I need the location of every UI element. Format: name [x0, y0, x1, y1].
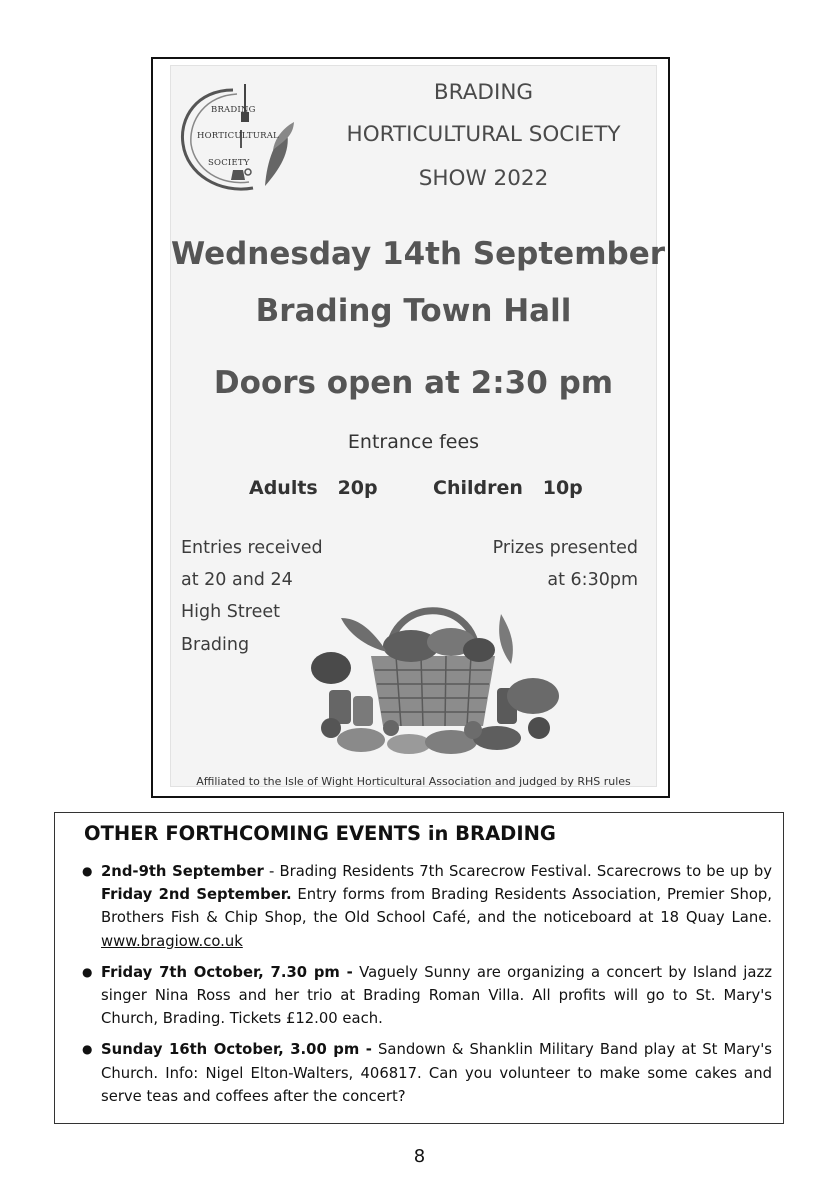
show-venue: Brading Town Hall [255, 293, 572, 329]
poster-content [170, 65, 666, 788]
website-link[interactable]: www.bragiow.co.uk [101, 932, 243, 950]
forthcoming-events-box [54, 812, 784, 1124]
event-date: Friday 7th October, 7.30 pm - [101, 963, 353, 981]
event-text: Vaguely Sunny are organizing a concert by Island jazz singer Nina Ross and her trio at Brading Roman Villa. All profits will go to St. Mary's Church, Brading. Tickets £12.00 each. [101, 963, 772, 1028]
show-poster [151, 57, 670, 798]
children-fee: Children 10p [433, 477, 583, 499]
page-number: 8 [413, 1146, 426, 1167]
events-heading: OTHER FORTHCOMING EVENTS in BRADING [84, 822, 556, 845]
entries-line2: at 20 and 24 [181, 570, 293, 590]
prizes-line1: Prizes presented [492, 538, 638, 558]
doors-open-time: Doors open at 2:30 pm [213, 365, 614, 401]
events-list [82, 860, 772, 1116]
event-text: - Brading Residents 7th Scarecrow Festival. Scarecrows to be up by [263, 863, 772, 880]
society-logo [175, 78, 295, 196]
logo-text-line3: SOCIETY [208, 158, 250, 168]
event-item-jazz-concert [82, 961, 772, 1031]
bullet-icon: ● [82, 964, 93, 979]
bullet-icon: ● [82, 1042, 93, 1057]
event-text-continued: Entry forms from Brading Residents Association, Premier Shop, Brothers Fish & Chip Shop, the Old School Café, and the noticeboard at 18 Quay Lane. [101, 886, 772, 927]
event-item-scarecrow-festival [82, 860, 772, 953]
produce-basket-image [301, 578, 571, 763]
show-date: Wednesday 14th September [171, 236, 666, 272]
entrance-fees-label: Entrance fees [347, 431, 480, 453]
adults-fee: Adults 20p [249, 477, 378, 499]
poster-title-line1: BRADING [433, 80, 534, 105]
affiliation-note: Affiliated to the Isle of Wight Horticultural Association and judged by RHS rules [196, 775, 631, 788]
entries-line4: Brading [181, 635, 250, 655]
logo-text-line1: BRADING [211, 105, 256, 115]
logo-text-line2: HORTICULTURAL [197, 131, 279, 141]
event-date: Sunday 16th October, 3.00 pm - [101, 1041, 372, 1059]
event-text: Sandown & Shanklin Military Band play at St Mary's Church. Info: Nigel Elton-Walters, 406817. Can you volunteer to make some cakes and serve teas and coffees after the concert? [101, 1041, 772, 1105]
poster-title-line2: HORTICULTURAL SOCIETY [346, 122, 621, 147]
entries-line3: High Street [181, 602, 280, 622]
poster-title-line3: SHOW 2022 [418, 166, 549, 191]
entries-line1: Entries received [181, 538, 323, 558]
event-date: 2nd-9th September [101, 863, 264, 880]
event-deadline: Friday 2nd September. [101, 886, 292, 904]
prizes-line2: at 6:30pm [547, 570, 638, 590]
bullet-icon: ● [82, 864, 93, 878]
event-item-military-band [82, 1038, 772, 1108]
